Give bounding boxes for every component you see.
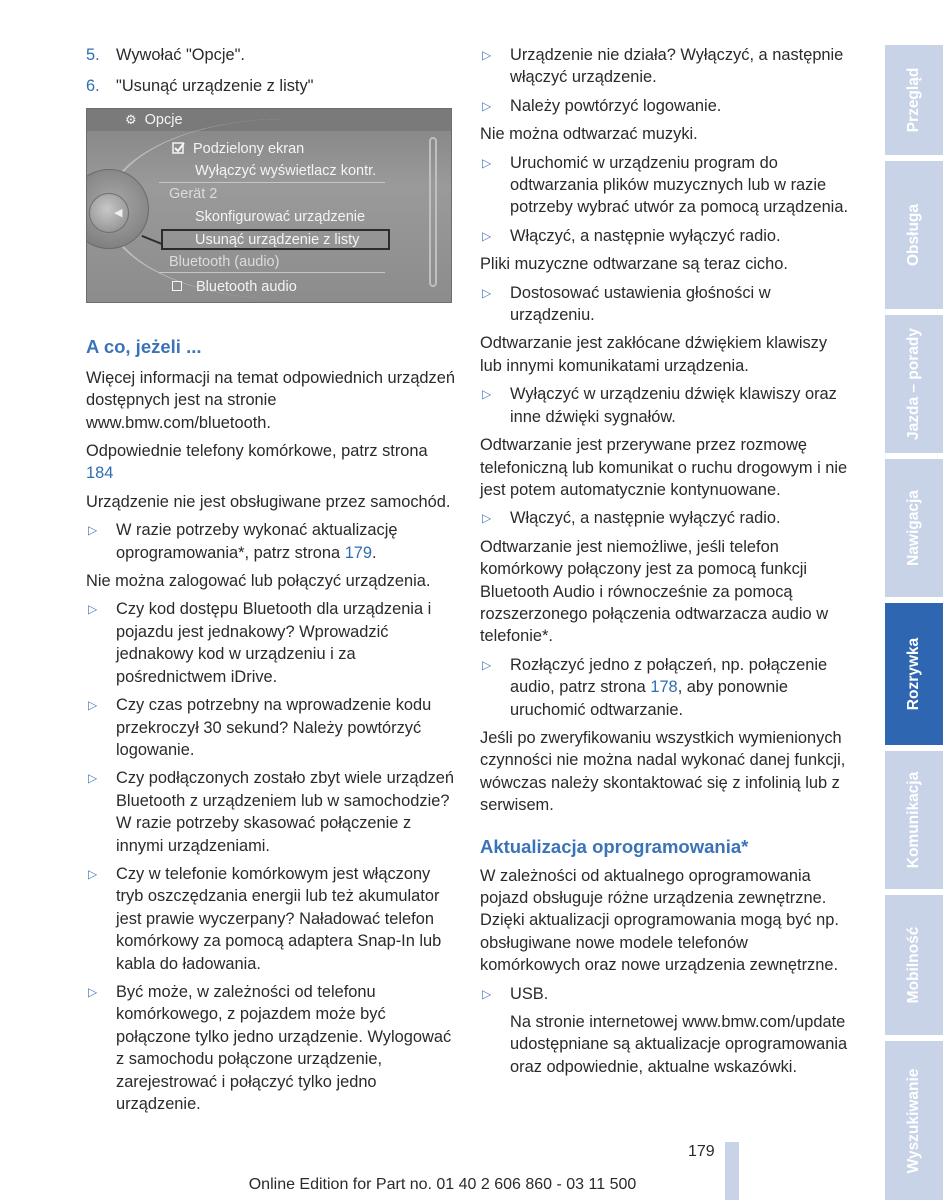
menu-group-geraet (169, 185, 217, 203)
bullet-triangle-icon: ▷ (482, 48, 492, 62)
menu-item-bluetooth-audio (172, 278, 297, 296)
menu-item-split-screen (172, 140, 304, 158)
step-5 (86, 44, 456, 66)
paragraph: Więcej informacji na temat odpowiednich urządzeń dostępnych jest na stronie www.bmw.com/bluetooth. (86, 368, 455, 432)
bullet-text: Włączyć, a następnie wyłączyć radio. (510, 226, 781, 245)
footer-edition: Online Edition for Part no. 01 40 2 606 860 - 03 11 500 (248, 1176, 637, 1193)
bullet-text: Czy czas potrzebny na wprowadzenie kodu przekroczył 30 sekund? Należy powtórzyć logowanie. (116, 696, 432, 759)
paragraph: Odtwarzanie jest przerywane przez rozmowę telefoniczną lub komunikat o ruchu drogowym i nie jest potem automatycznie kontynuowane. (480, 436, 848, 499)
tab-rozrywka[interactable] (885, 603, 943, 745)
bullet-triangle-icon: ▷ (482, 98, 492, 113)
page-link-179[interactable]: 179 (344, 543, 373, 562)
bullet-triangle-icon: ▷ (482, 285, 492, 300)
bullet-triangle-icon: ▷ (88, 866, 98, 881)
menu-item-label: Podzielony ekran (193, 140, 305, 157)
tab-label: Przegląd (905, 67, 922, 133)
bullet-triangle-icon: ▷ (482, 511, 492, 526)
paragraph-text: Odpowiednie telefony komórkowe, patrz strona (86, 442, 428, 461)
gear-icon: ⚙ (125, 111, 137, 127)
bullet-item (86, 519, 456, 564)
controller-knob (89, 193, 129, 233)
page-number: 179 (688, 1143, 715, 1160)
bullet-item (480, 44, 850, 89)
paragraph: Nie można odtwarzać muzyki. (480, 125, 698, 144)
tab-label: Jazda – porady (905, 328, 922, 440)
bullet-text: Włączyć, a następnie wyłączyć radio. (510, 509, 781, 528)
bullet-triangle-icon: ▷ (88, 698, 98, 713)
tab-nawigacja[interactable] (885, 459, 943, 597)
bullet-item (480, 282, 850, 327)
bullet-item (480, 507, 850, 529)
tab-wyszukiwanie[interactable] (885, 1041, 943, 1200)
bullet-text: Czy w telefonie komórkowym jest włączony tryb oszczędzania energii lub też akumulator jest prawie wyczerpany? Naładować telefon komórkowy za pomocą adaptera Snap-In lub kabla do ładowania. (116, 864, 442, 973)
checkbox-checked-icon (172, 141, 185, 154)
options-title-row (125, 111, 183, 129)
tab-label: Komunikacja (905, 771, 922, 869)
menu-group-bluetooth (169, 253, 279, 271)
tab-label: Wyszukiwanie (905, 1068, 922, 1173)
tab-mobilnosc[interactable] (885, 895, 943, 1035)
bullet-text: Rozłączyć jedno z połączeń, np. połączenie audio, patrz strona (510, 655, 828, 697)
step-text: Wywołać "Opcje". (116, 46, 245, 64)
right-column (480, 44, 850, 1084)
bullet-triangle-icon: ▷ (88, 602, 98, 617)
bullet-text: Czy kod dostępu Bluetooth dla urządzenia i pojazdu jest jednakowy? Wprowadzić jednakowy kod w urządzeniu i za pośrednictwem iDrive. (116, 600, 432, 686)
paragraph: Jeśli po zweryfikowaniu wszystkich wymienionych czynności nie można nadal wykonać danej funkcji, wówczas należy skontaktować się z infolinią lub z serwisem. (480, 728, 846, 815)
bullet-triangle-icon: ▷ (88, 984, 98, 999)
bullet-text: Czy podłączonych zostało zbyt wiele urządzeń Bluetooth z urządzeniem lub w samochodzie? W razie potrzeby skasować połączenie z innymi urządzeniami. (116, 769, 455, 855)
menu-item-label: Bluetooth audio (196, 278, 297, 295)
bullet-triangle-icon: ▷ (482, 387, 492, 402)
step-6 (86, 75, 456, 97)
tab-komunikacja[interactable] (885, 751, 943, 889)
step-number: 6. (86, 77, 100, 96)
bullet-item (480, 225, 850, 247)
menu-separator (159, 272, 385, 273)
bullet-triangle-icon: ▷ (482, 155, 492, 170)
tab-label: Rozrywka (905, 637, 922, 711)
menu-item-remove-device (195, 231, 359, 249)
menu-group-label: Bluetooth (audio) (169, 253, 280, 270)
checkbox-empty-icon (172, 281, 182, 291)
bullet-text: USB. (510, 984, 549, 1003)
section-heading-software-update: Aktualizacja oprogramowania* (480, 835, 749, 857)
tab-label: Mobilność (905, 926, 922, 1004)
page-link-178[interactable]: 178 (650, 678, 678, 697)
paragraph-compatible-phones (86, 440, 456, 485)
tab-obsluga[interactable] (885, 161, 943, 309)
bullet-text-end: , aby ponownie uruchomić odtwarzanie. (510, 678, 788, 719)
idrive-options-screenshot (86, 108, 452, 303)
bullet-triangle-icon: ▷ (88, 523, 98, 538)
paragraph: Urządzenie nie jest obsługiwane przez samochód. (86, 492, 451, 511)
bullet-triangle-icon: ▷ (482, 657, 492, 672)
bullet-item (480, 983, 850, 1005)
bullet-text: W razie potrzeby wykonać aktualizację oprogramowania*, patrz strona (116, 521, 398, 562)
bullet-text: Wyłączyć w urządzeniu dźwięk klawiszy oraz inne dźwięki sygnałów. (510, 385, 837, 426)
menu-item-label: Usunąć urządzenie z listy (195, 231, 360, 248)
paragraph: Nie można zalogować lub połączyć urządzenia. (86, 572, 431, 591)
paragraph: W zależności od aktualnego oprogramowania pojazd obsługuje różne urządzenia zewnętrzne. Dzięki aktualizacji oprogramowania mogą być np. obsługiwane nowe modele telefonów komórkowych oraz nowe urządzenia zewnętrzne. (480, 866, 839, 975)
bullet-triangle-icon: ▷ (482, 228, 492, 243)
screen-scrollbar (429, 137, 437, 287)
tab-label: Nawigacja (905, 490, 922, 566)
section-heading-what-if: A co, jeżeli ... (86, 335, 202, 357)
left-column (86, 44, 456, 1121)
paragraph: Odtwarzanie jest zakłócane dźwiękiem klawiszy lub innymi komunikatami urządzenia. (480, 334, 828, 375)
bullet-item (86, 694, 456, 761)
menu-separator (159, 182, 385, 183)
bullet-text-end: . (372, 543, 377, 562)
indented-paragraph: Na stronie internetowej www.bmw.com/update udostępniane są aktualizacje oprogramowania oraz odpowiednie, aktualne wskazówki. (510, 1013, 848, 1076)
menu-item-display-off (195, 162, 376, 180)
bullet-text: Urządzenie nie działa? Wyłączyć, a następnie włączyć urządzenie. (510, 46, 844, 87)
bullet-text: Dostosować ustawienia głośności w urządzeniu. (510, 283, 771, 325)
bullet-item (480, 383, 850, 428)
bullet-text: Być może, w zależności od telefonu komórkowego, z pojazdem może być połączone tylko jedno urządzenie. Wylogować z samochodu połączone urządzenie, zarejestrować i połączyć tylko jedno urządzenie. (116, 982, 452, 1113)
paragraph: Odtwarzanie jest niemożliwe, jeśli telefon komórkowy połączony jest za pomocą funkcji Bluetooth Audio i równocześnie za pomocą rozszerzonego połączenia odtwarzacza audio w telefonie*. (480, 537, 829, 646)
bullet-text: Należy powtórzyć logowanie. (510, 96, 722, 115)
paragraph: Pliki muzyczne odtwarzane są teraz cicho. (480, 255, 788, 274)
options-title: Opcje (144, 111, 183, 128)
bullet-item (86, 863, 456, 975)
tab-jazda-porady[interactable] (885, 315, 943, 453)
bullet-item (86, 981, 456, 1115)
bullet-item (480, 152, 850, 219)
tab-label: Obsługa (905, 203, 922, 267)
bullet-item (86, 598, 456, 688)
tab-przeglad[interactable] (885, 45, 943, 155)
bullet-text: Uruchomić w urządzeniu program do odtwarzania plików muzycznych lub w razie potrzeby wybrać utwór za pomocą urządzenia. (510, 153, 848, 217)
bullet-triangle-icon: ▷ (88, 771, 98, 786)
bullet-triangle-icon: ▷ (482, 986, 492, 1001)
menu-group-label: Gerät 2 (169, 185, 218, 202)
menu-item-label: Skonfigurować urządzenie (195, 208, 366, 225)
bullet-item (480, 95, 850, 117)
page-link-184[interactable]: 184 (86, 464, 114, 483)
menu-item-configure (195, 208, 365, 226)
bullet-item (86, 767, 456, 857)
step-text: "Usunąć urządzenie z listy" (116, 77, 314, 96)
bullet-item (480, 654, 850, 721)
step-number: 5. (86, 46, 100, 64)
menu-item-label: Wyłączyć wyświetlacz kontr. (195, 162, 377, 179)
controller-arrow-icon: ◀ (114, 206, 123, 219)
